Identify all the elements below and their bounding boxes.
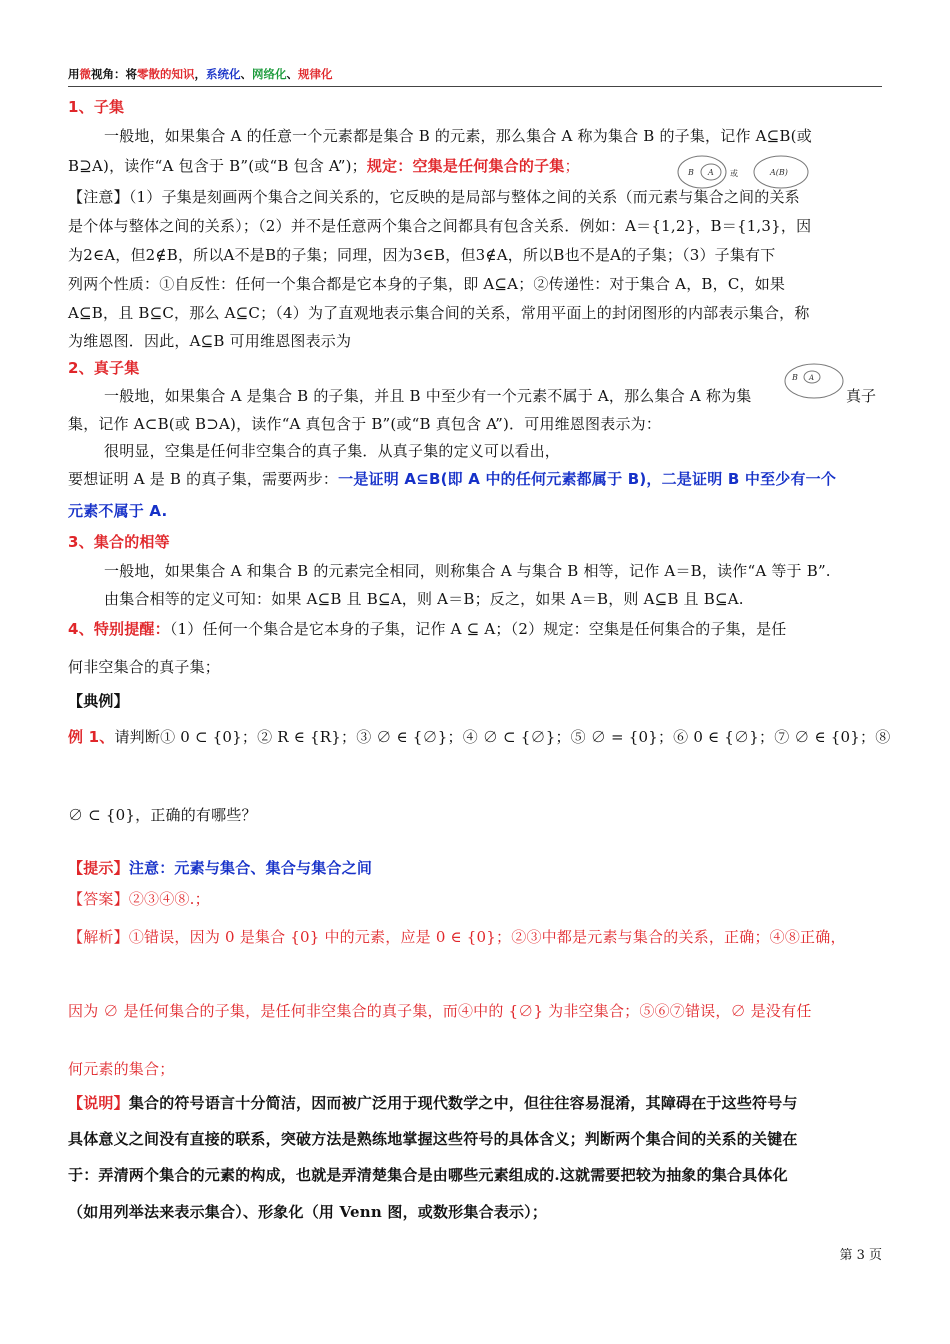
answer-label: 【答案】 bbox=[68, 890, 129, 908]
explanation-text-1: 集合的符号语言十分简洁，因而被广泛用于现代数学之中，但往往容易混淆，其障碍在于这些符号与 bbox=[128, 1094, 798, 1112]
s2-line-4a: 要想证明 A 是 B 的真子集，需要两步： bbox=[68, 470, 339, 488]
explanation-line-4: （如用列举法来表示集合）、形象化（用 Venn 图，或数形集合表示）； bbox=[68, 1203, 548, 1221]
section-3-title: 3、集合的相等 bbox=[68, 533, 170, 551]
s1-line-7: A⊆B，且 B⊆C，那么 A⊆C；（4）为了直观地表示集合间的关系，常用平面上的封闭图形的内部表示集合，称 bbox=[68, 304, 810, 322]
venn-1-outer-ellipse bbox=[678, 156, 726, 188]
s1-line-2a: B⊇A)，读作“A 包含于 B”(或“B 包含 A”)； bbox=[68, 157, 367, 175]
s1-line-8: 为维恩图．因此，A⊆B 可用维恩图表示为 bbox=[68, 332, 352, 350]
s3-line-1: 一般地，如果集合 A 和集合 B 的元素完全相同，则称集合 A 与集合 B 相等，记作 A＝B，读作“A 等于 B”. bbox=[104, 562, 831, 580]
example-heading: 【典例】 bbox=[68, 692, 129, 710]
s1-line-1: 一般地，如果集合 A 的任意一个元素都是集合 B 的元素，那么集合 A 称为集合 B 的子集，记作 A⊆B(或 bbox=[104, 127, 812, 145]
venn-proper-subset-diagram bbox=[782, 361, 846, 401]
section-4-title: 4、特别提醒： bbox=[68, 620, 170, 638]
s4-line-2: 何非空集合的真子集； bbox=[68, 658, 221, 676]
hint-line bbox=[68, 857, 372, 878]
header-p1: 用 bbox=[68, 67, 80, 81]
example-question-text: 请判断① 0 ⊂ {0}；② R ∈ {R}；③ ∅ ∈ {∅}；④ ∅ ⊂ {∅}；⑤ ∅ = {0}；⑥ 0 ∈ {∅}；⑦ ∅ ∈ {0}；⑧ bbox=[114, 728, 891, 746]
header-p4: 零散的知识 bbox=[137, 67, 195, 81]
header-p6: 系统化 bbox=[206, 67, 241, 81]
explanation-line-2: 具体意义之间没有直接的联系，突破方法是熟练地掌握这些符号的具体含义；判断两个集合间的关系的关键在 bbox=[68, 1130, 798, 1148]
venn-1-label-b: B bbox=[688, 168, 694, 177]
s1-line-6: 列两个性质：①自反性：任何一个集合都是它本身的子集，即 A⊆A；②传递性：对于集合 A，B，C，如果 bbox=[68, 275, 786, 293]
s2-line-4 bbox=[68, 468, 836, 489]
venn-3-label-a: A bbox=[809, 374, 815, 382]
s1-line-3b: （1）子集是刻画两个集合之间关系的，它反映的是局部与整体之间的关系（而元素与集合之间的关系 bbox=[128, 188, 800, 206]
hint-text: 注意：元素与集合、集合与集合之间 bbox=[128, 859, 373, 877]
s1-empty-set-rule: 规定：空集是任何集合的子集 bbox=[366, 157, 565, 175]
example-question-line-2: ∅ ⊂ {0}，正确的有哪些？ bbox=[68, 806, 257, 824]
s4-line-1-text: （1）任何一个集合是它本身的子集，记作 A ⊆ A；（2）规定：空集是任何集合的子集，是任 bbox=[169, 620, 787, 638]
hint-label: 【提示】 bbox=[68, 859, 129, 877]
venn-1-label-a: A bbox=[708, 168, 714, 177]
analysis-line-2: 因为 ∅ 是任何集合的子集，是任何非空集合的真子集，而④中的 {∅} 为非空集合；⑤⑥⑦错误，∅ 是没有任 bbox=[68, 1002, 812, 1020]
explanation-line-3: 于：弄清两个集合的元素的构成，也就是弄清楚集合是由哪些元素组成的.这就需要把较为抽象的集合具体化 bbox=[68, 1166, 788, 1184]
s1-line-2 bbox=[68, 155, 580, 176]
header-rule bbox=[68, 86, 882, 87]
header-p7: 、 bbox=[240, 67, 252, 81]
page-number: 第 3 页 bbox=[839, 1248, 882, 1263]
page-header bbox=[68, 66, 333, 82]
analysis-text-1: ①错误，因为 0 是集合 {0} 中的元素，应是 0 ∈ {0}；②③中都是元素与集合的关系，正确；④⑧正确， bbox=[128, 928, 846, 946]
header-p8: 网络化 bbox=[252, 67, 287, 81]
s2-proof-steps: 一是证明 A⊆B(即 A 中的任何元素都属于 B)，二是证明 B 中至少有一个 bbox=[338, 470, 837, 488]
s2-line-5: 元素不属于 A. bbox=[68, 502, 168, 520]
s3-line-2: 由集合相等的定义可知：如果 A⊆B 且 B⊆A，则 A＝B；反之，如果 A＝B，则 A⊆B 且 B⊆A. bbox=[104, 590, 744, 608]
example-question-line-1 bbox=[68, 726, 890, 747]
answer-line bbox=[68, 888, 210, 909]
analysis-line-3: 何元素的集合； bbox=[68, 1060, 175, 1078]
header-p3: 视角：将 bbox=[91, 67, 137, 81]
s1-line-4: 是个体与整体之间的关系）；（2）并不是任意两个集合之间都具有包含关系．例如：A＝{1,2}，B＝{1,3}，因 bbox=[68, 217, 812, 235]
header-p5: ， bbox=[194, 67, 206, 81]
s2-line-3: 很明显，空集是任何非空集合的真子集．从真子集的定义可以看出， bbox=[104, 442, 561, 460]
header-p2: 微 bbox=[79, 67, 91, 81]
s1-line-5: 为2∈A，但2∉B，所以A不是B的子集；同理，因为3∈B，但3∉A，所以B也不是A的子集；（3）子集有下 bbox=[68, 246, 776, 264]
explanation-line-1 bbox=[68, 1092, 798, 1113]
example-label: 例 1、 bbox=[68, 728, 115, 746]
s2-line-2: 集，记作 A⊂B(或 B⊃A)，读作“A 真包含于 B”(或“B 真包含 A”)．可用维恩图表示为： bbox=[68, 415, 662, 433]
note-label: 【注意】 bbox=[68, 188, 129, 206]
venn-or-label: 或 bbox=[730, 169, 738, 178]
section-1-title: 1、子集 bbox=[68, 98, 125, 116]
s2-line-1b: 真子 bbox=[846, 387, 877, 405]
analysis-label: 【解析】 bbox=[68, 928, 129, 946]
header-p9: 、 bbox=[286, 67, 298, 81]
header-p10: 规律化 bbox=[298, 67, 333, 81]
venn-3-label-b: B bbox=[792, 373, 798, 382]
s4-line-1 bbox=[68, 618, 786, 639]
explanation-label: 【说明】 bbox=[68, 1094, 129, 1112]
venn-2-label: A(B) bbox=[770, 168, 788, 177]
section-2-title: 2、真子集 bbox=[68, 359, 140, 377]
answer-text: ②③④⑧.； bbox=[128, 890, 210, 908]
s1-line-3 bbox=[68, 186, 800, 207]
s2-line-1: 一般地，如果集合 A 是集合 B 的子集，并且 B 中至少有一个元素不属于 A，那么集合 A 称为集 bbox=[104, 387, 752, 405]
s1-line-2c: ； bbox=[564, 157, 580, 175]
analysis-line-1 bbox=[68, 926, 846, 947]
